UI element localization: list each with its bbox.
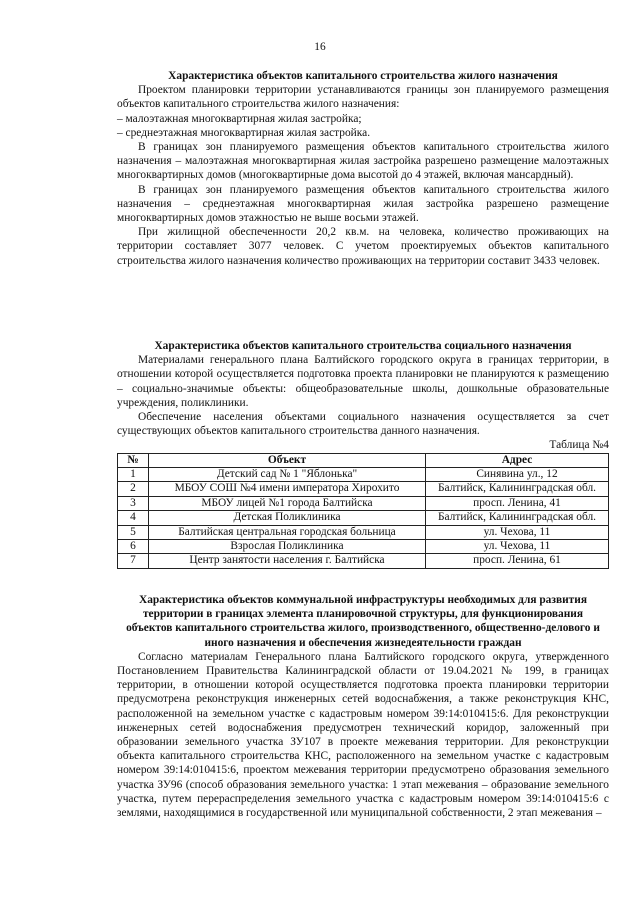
section-social — [117, 339, 609, 569]
cell-number: 4 — [118, 511, 149, 525]
cell-number: 5 — [118, 525, 149, 539]
section-residential-item2: – среднеэтажная многоквартирная жилая застройка. — [117, 126, 371, 139]
table-row — [118, 511, 609, 525]
table-row — [118, 554, 609, 568]
cell-number: 6 — [118, 540, 149, 554]
header-number: № — [118, 453, 149, 467]
cell-object: Центр занятости населения г. Балтийска — [149, 554, 426, 568]
section-residential-p1: Проектом планировки территории устанавливаются границы зон планируемого размещения объектов капитального строительства жилого назначения: — [117, 84, 609, 111]
cell-number: 3 — [118, 496, 149, 510]
social-objects-table — [117, 453, 609, 569]
section-utilities — [117, 593, 609, 820]
cell-address: Балтийск, Калининградская обл. — [426, 482, 609, 496]
cell-object: МБОУ СОШ №4 имени императора Хирохито — [149, 482, 426, 496]
table-row — [118, 525, 609, 539]
section-residential-item1: – малоэтажная многоквартирная жилая застройка; — [117, 112, 362, 125]
cell-address: просп. Ленина, 61 — [426, 554, 609, 568]
table-row — [118, 482, 609, 496]
cell-address: просп. Ленина, 41 — [426, 496, 609, 510]
cell-address: Синявина ул., 12 — [426, 468, 609, 482]
section-utilities-title: Характеристика объектов коммунальной инфраструктуры необходимых для развития территории в границах элемента планировочной структуры, для функционирования объектов капитального строительства жилого, производственного, общественно-делового и иного назначения и обеспечения жизнедеятельности граждан — [126, 594, 600, 649]
section-residential-p2: В границах зон планируемого размещения объектов капитального строительства жилого назначения – малоэтажная многоквартирная жилая застройка разрешено размещение малоэтажных многоквартирных домов (многоквартирные дома высотой до 4 этажей, включая мансардный). — [117, 141, 609, 182]
page-number: 16 — [314, 41, 326, 53]
cell-object: МБОУ лицей №1 города Балтийска — [149, 496, 426, 510]
table-row — [118, 468, 609, 482]
cell-address: ул. Чехова, 11 — [426, 525, 609, 539]
cell-object: Детский сад № 1 "Яблонька" — [149, 468, 426, 482]
section-residential-title: Характеристика объектов капитального строительства жилого назначения — [168, 70, 558, 82]
section-social-p1: Материалами генерального плана Балтийского городского округа в границах территории, в отношении которой осуществляется подготовка проекта планировки не планируются к размещению – социально-значимые объекты: общеобразовательные школы, дошкольные образовательные учреждения, поликлиники. — [117, 354, 609, 409]
section-social-p2: Обеспечение населения объектами социального назначения осуществляется за счет существующих объектов капитального строительства данного назначения. — [117, 411, 609, 438]
table-row — [118, 496, 609, 510]
header-address: Адрес — [426, 453, 609, 467]
section-social-title: Характеристика объектов капитального строительства социального назначения — [154, 340, 572, 352]
cell-number: 7 — [118, 554, 149, 568]
section-residential-p3: В границах зон планируемого размещения объектов капитального строительства жилого назначения – среднеэтажная многоквартирная жилая застройка разрешено размещение многоквартирных домов этажностью не выше восьми этажей. — [117, 183, 609, 225]
section-utilities-p1: Согласно материалам Генерального плана Балтийского городского округа, утвержденного Постановлением Правительства Калининградской области от 19.04.2021 № 199, в границах территории, в отношении которой осуществляется подготовка проекта планировки территории предусмотрена реконструкция инженерных сетей водоснабжения, а также реконструкция КНС, расположенной на земельном участке с кадастровым номером 39:14:010415:6. Для реконструкции инженерных сетей водоснабжения предусмотрен технический коридор, заложенный при образовании земельного участка ЗУ107 в проекте межевания территории. Для реконструкции объекта капитального строительства КНС, расположенного на земельном участке с кадастровым номером 39:14:010415:6, проектом межевания территории предусмотрено образования земельного участка ЗУ96 (способ образования земельного участка: 1 этап межевания – образование земельного участка, путем перераспределения земельного участка с кадастровым номером 39:14:010415:6 с землями, находящимися в государственной или муниципальной собственности, 2 этап межевания – — [117, 650, 609, 820]
table-caption: Таблица №4 — [549, 439, 609, 452]
table-row — [118, 540, 609, 554]
section-residential — [117, 69, 609, 268]
cell-number: 2 — [118, 482, 149, 496]
section-residential-p4: При жилищной обеспеченности 20,2 кв.м. на человека, количество проживающих на территории составляет 3077 человек. С учетом проектируемых объектов капитального строительства жилого назначения количество проживающих на территории составит 3433 человек. — [117, 226, 609, 267]
cell-object: Взрослая Поликлиника — [149, 540, 426, 554]
header-object: Объект — [149, 453, 426, 467]
cell-address: Балтийск, Калининградская обл. — [426, 511, 609, 525]
cell-address: ул. Чехова, 11 — [426, 540, 609, 554]
cell-object: Детская Поликлиника — [149, 511, 426, 525]
table-header-row — [118, 453, 609, 467]
cell-object: Балтийская центральная городская больница — [149, 525, 426, 539]
cell-number: 1 — [118, 468, 149, 482]
